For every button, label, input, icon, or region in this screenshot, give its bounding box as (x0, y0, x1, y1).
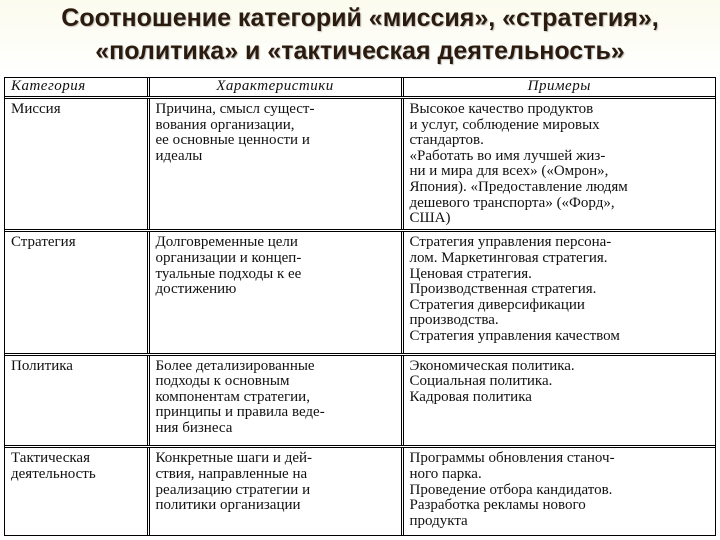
table-row (5, 447, 715, 535)
categories-grid (5, 78, 715, 535)
row-category: Миссия (5, 98, 148, 231)
header-characteristics: Характеристики (148, 78, 402, 98)
row-examples: Экономическая политика. Социальная политика. Кадровая политика (402, 354, 715, 447)
header-category: Категория (5, 78, 148, 98)
table-header-row (5, 78, 715, 98)
row-characteristics: Причина, смысл сущест- вования организации, ее основные ценности и идеалы (148, 98, 402, 231)
categories-table (4, 77, 716, 536)
row-category: Политика (5, 354, 148, 447)
table-row (5, 231, 715, 354)
row-examples: Стратегия управления персона- лом. Маркетинговая стратегия. Ценовая стратегия. Производственная стратегия. Стратегия диверсификации производства. Стратегия управления качеством (402, 231, 715, 354)
row-examples: Программы обновления станоч- ного парка. Проведение отбора кандидатов. Разработка рекламы нового продукта (402, 447, 715, 535)
header-examples: Примеры (402, 78, 715, 98)
slide-title: Соотношение категорий «миссия», «стратегия», «политика» и «тактическая деятельность» (61, 4, 659, 65)
row-characteristics: Долговременные цели организации и концеп- туальные подходы к ее достижению (148, 231, 402, 354)
row-examples: Высокое качество продуктов и услуг, соблюдение мировых стандартов. «Работать во имя лучшей жиз- ни и мира для всех» («Омрон», Япония). «Предоставление людям дешевого транспорта» («Форд», США) (402, 98, 715, 231)
row-category: Тактическая деятельность (11, 450, 96, 482)
table-row (5, 98, 715, 231)
table-row (5, 354, 715, 447)
row-category: Стратегия (5, 231, 148, 354)
row-characteristics: Более детализированные подходы к основным компонентам стратегии, принципы и правила веде- ния бизнеса (148, 354, 402, 447)
row-characteristics: Конкретные шаги и дей- ствия, направленные на реализацию стратегии и политики организации (148, 447, 402, 535)
